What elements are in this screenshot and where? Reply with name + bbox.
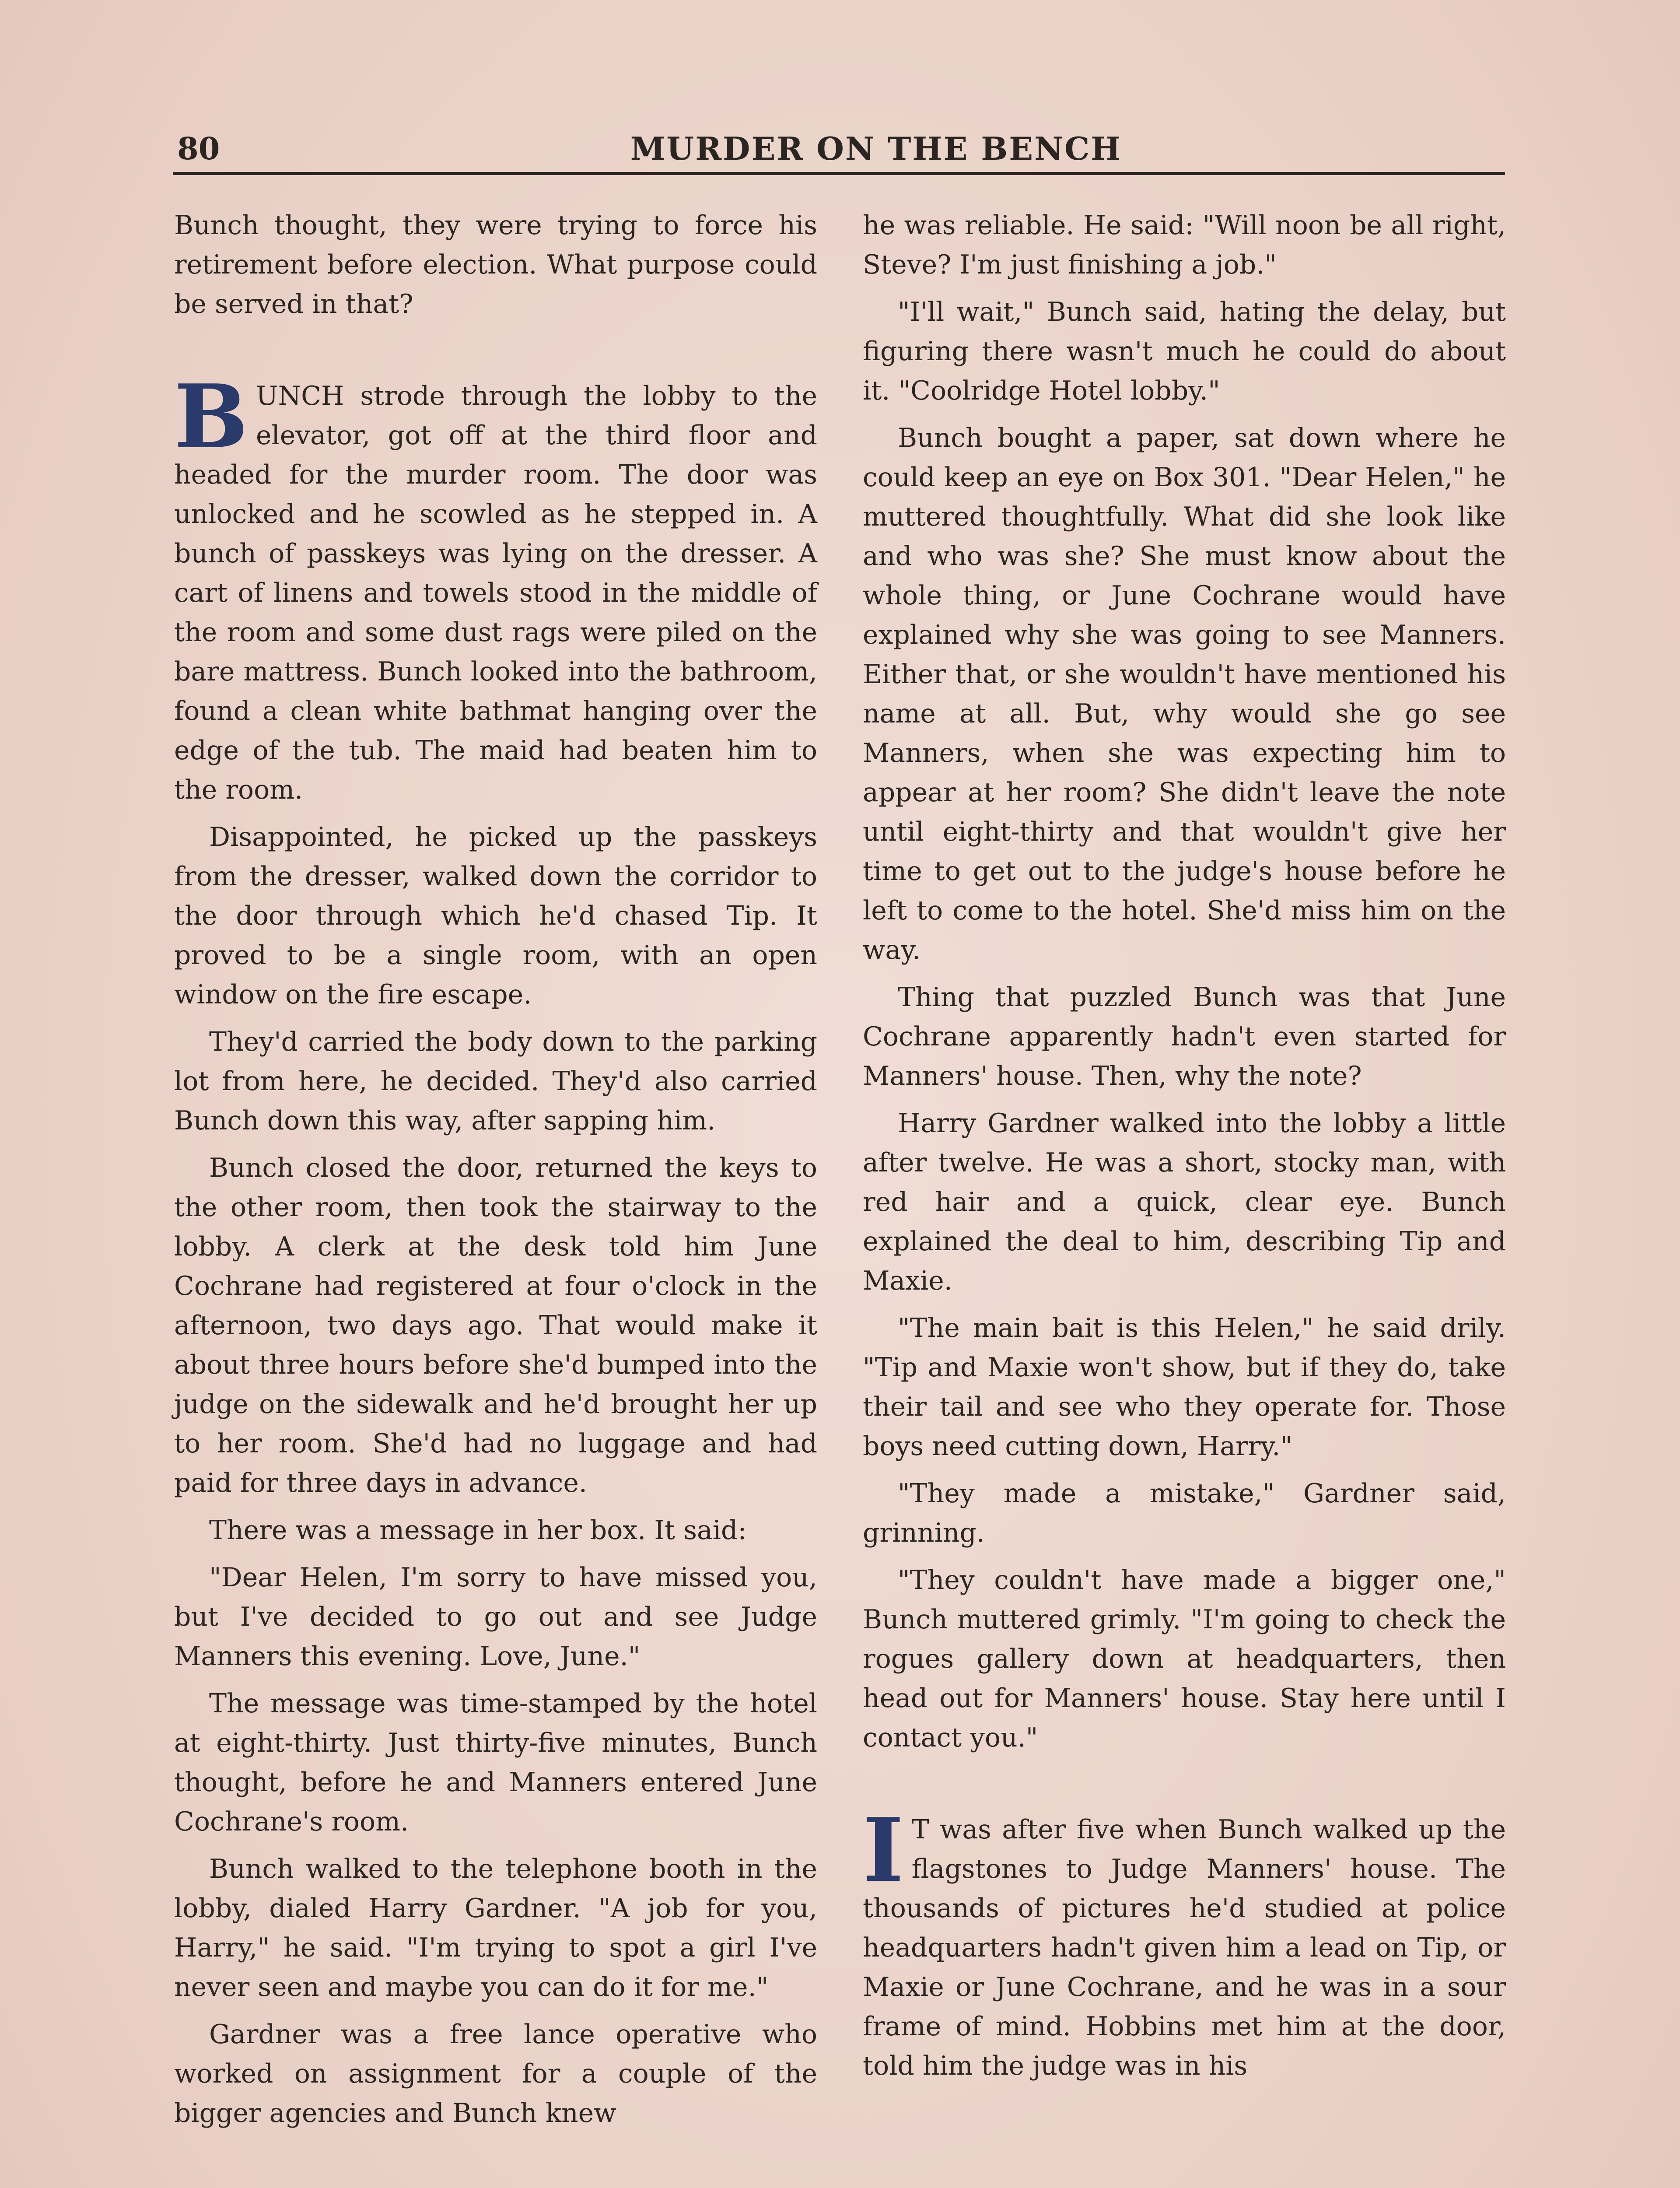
- paragraph: "I'll wait," Bunch said, hating the delay, but figuring there wasn't much he could do about it. "Coolridge Hotel lobby.": [863, 297, 1506, 406]
- running-title: MURDER ON THE BENCH: [630, 130, 1122, 167]
- paragraph: "They couldn't have made a bigger one," Bunch muttered grimly. "I'm going to check the rogues gallery down at headquarters, then head out for Manners' house. Stay here until I contact you.": [863, 1565, 1506, 1753]
- paragraph: "Dear Helen, I'm sorry to have missed you, but I've decided to go out and see Judge Manners this evening. Love, June.": [174, 1562, 817, 1672]
- paragraph: They'd carried the body down to the parking lot from here, he decided. They'd also carried Bunch down this way, after sapping him.: [174, 1027, 817, 1136]
- paragraph: Harry Gardner walked into the lobby a little after twelve. He was a short, stocky man, with red hair and a quick, clear eye. Bunch explained the deal to him, describing Tip and Maxie.: [863, 1108, 1506, 1296]
- paragraph: Disappointed, he picked up the passkeys from the dresser, walked down the corridor to the door through which he'd chased Tip. It proved to be a single room, with an open window on the fire escape.: [174, 822, 817, 1010]
- paragraph: Bunch walked to the telephone booth in the lobby, dialed Harry Gardner. "A job for you, Harry," he said. "I'm trying to spot a girl I've never seen and maybe you can do it for me.": [174, 1854, 817, 2002]
- drop-cap: B: [174, 365, 248, 468]
- paragraph: he was reliable. He said: "Will noon be all right, Steve? I'm just finishing a job.": [863, 210, 1506, 280]
- paragraph-text: UNCH strode through the lobby to the elevator, got off at the third floor and headed for the murder room. The door was unlocked and he scowled as he stepped in. A bunch of passkeys was lying on the dresser. A cart of linens and towels stood in the middle of the room and some dust rags were piled on the bare mattress. Bunch looked into the bathroom, found a clean white bathmat hanging over the edge of the tub. The maid had beaten him to the room.: [174, 381, 817, 805]
- drop-cap: I: [863, 1799, 904, 1902]
- paragraph: "They made a mistake," Gardner said, grinning.: [863, 1478, 1506, 1548]
- paragraph: Gardner was a free lance operative who worked on assignment for a couple of the bigger agencies and Bunch knew: [174, 2019, 817, 2128]
- paragraph: Thing that puzzled Bunch was that June Cochrane apparently hadn't even started for Manners' house. Then, why the note?: [863, 982, 1506, 1091]
- paragraph: Bunch thought, they were trying to force his retirement before election. What purpose could be served in that?: [174, 210, 817, 319]
- paragraph: Bunch closed the door, returned the keys to the other room, then took the stairway to the lobby. A clerk at the desk told him June Cochrane had registered at four o'clock in the afternoon, two days ago. That would make it about three hours before she'd bumped into the judge on the sidewalk and he'd brought her up to her room. She'd had no luggage and had paid for three days in advance.: [174, 1153, 817, 1498]
- left-column: [174, 206, 817, 2141]
- paragraph: The message was time-stamped by the hotel at eight-thirty. Just thirty-five minutes, Bunch thought, before he and Manners entered June Cochrane's room.: [174, 1688, 817, 1837]
- page-number: 80: [177, 130, 220, 167]
- section-opening-paragraph: [863, 1799, 1506, 2086]
- page-header: [173, 123, 1505, 172]
- paragraph-text: T was after five when Bunch walked up the flagstones to Judge Manners' house. The thousands of pictures he'd studied at police headquarters hadn't given him a lead on Tip, or Maxie or June Cochrane, and he was in a sour frame of mind. Hobbins met him at the door, told him the judge was in his: [863, 1814, 1506, 2081]
- section-opening-paragraph: [174, 365, 817, 810]
- paragraph: "The main bait is this Helen," he said drily. "Tip and Maxie won't show, but if they do, take their tail and see who they operate for. Those boys need cutting down, Harry.": [863, 1313, 1506, 1462]
- right-column: [863, 206, 1506, 2093]
- paragraph: There was a message in her box. It said:: [209, 1515, 747, 1546]
- paragraph: Bunch bought a paper, sat down where he could keep an eye on Box 301. "Dear Helen," he muttered thoughtfully. What did she look like and who was she? She must know about the whole thing, or June Cochrane would have explained why she was going to see Manners. Either that, or she wouldn't have mentioned his name at all. But, why would she go see Manners, when she was expecting him to appear at her room? She didn't leave the note until eight-thirty and that wouldn't give her time to get out to the judge's house before he left to come to the hotel. She'd miss him on the way.: [863, 423, 1506, 965]
- header-rule: [173, 172, 1505, 175]
